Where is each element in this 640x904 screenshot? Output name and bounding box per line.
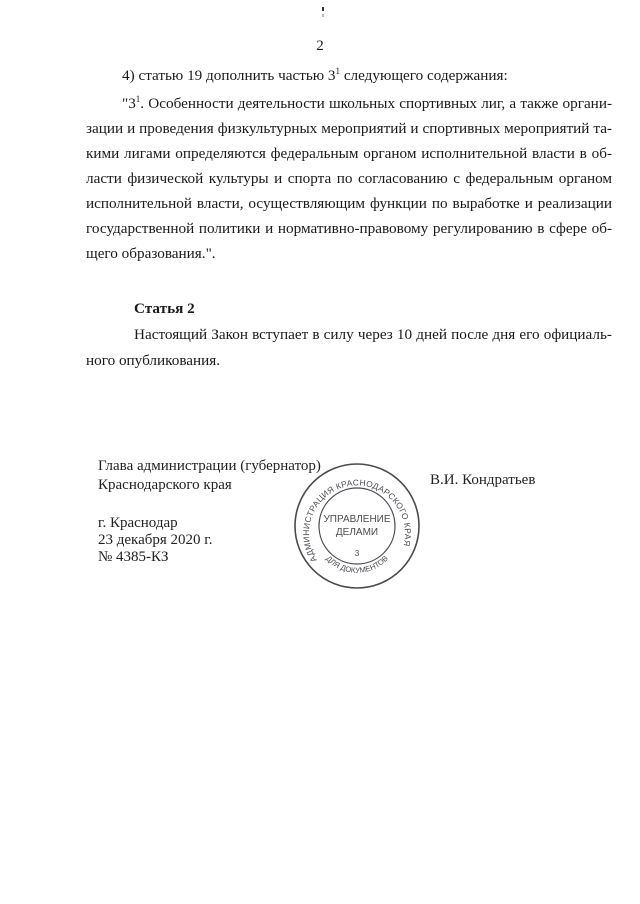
- stamp-outer-text: АДМИНИСТРАЦИЯ КРАСНОДАРСКОГО КРАЯ: [300, 477, 414, 565]
- amendment-paragraph-line-7: щего образования.".: [86, 245, 216, 262]
- law-number: № 4385-КЗ: [98, 549, 169, 565]
- paragraph-text: . Особенности деятельности школьных спортивных лиг, а также органи-: [140, 95, 612, 112]
- signatory-position-line-1: Глава администрации (губернатор): [98, 458, 321, 474]
- amendment-paragraph-line-1: [122, 91, 612, 116]
- signing-city: г. Краснодар: [98, 515, 178, 531]
- item-suffix: следующего содержания:: [340, 67, 508, 84]
- signatory-position-line-2: Краснодарского края: [98, 477, 232, 493]
- article-2-line-1: Настоящий Закон вступает в силу через 10 дней после дня его официаль-: [134, 326, 612, 343]
- amendment-item-intro: [122, 63, 508, 88]
- stamp-center-line-2: ДЕЛАМИ: [335, 527, 379, 538]
- item-superscript: 1: [335, 65, 341, 76]
- page-number: 2: [316, 38, 324, 54]
- amendment-paragraph-line-2: зации и проведения физкультурных мероприятий и спортивных мероприятий та-: [86, 120, 612, 137]
- item-prefix: 4) статью 19 дополнить частью 3: [122, 67, 336, 84]
- amendment-paragraph-line-3: кими лигами определяются федеральным органом исполнительной власти в об-: [86, 145, 612, 162]
- signing-date: 23 декабря 2020 г.: [98, 532, 213, 548]
- amendment-paragraph-line-6: государственной политики и нормативно-правовому регулированию в сфере об-: [86, 220, 612, 237]
- scan-mark: [321, 6, 325, 18]
- amendment-paragraph-line-4: ласти физической культуры и спорта по согласованию с федеральным органом: [86, 170, 612, 187]
- signatory-name: В.И. Кондратьев: [430, 472, 536, 488]
- amendment-paragraph-line-5: исполнительной власти, осуществляющим функции по выработке и реализации: [86, 195, 612, 212]
- article-2-line-2: ного опубликования.: [86, 352, 221, 369]
- stamp-bottom-text: ДЛЯ ДОКУМЕНТОВ: [324, 553, 390, 575]
- quote-superscript: 1: [135, 93, 141, 104]
- stamp-number: 3: [354, 549, 360, 558]
- article-2-heading: Статья 2: [134, 300, 195, 317]
- stamp-center-line-1: УПРАВЛЕНИЕ: [323, 514, 391, 525]
- quote-start: "3: [122, 95, 136, 112]
- official-stamp: [293, 462, 421, 590]
